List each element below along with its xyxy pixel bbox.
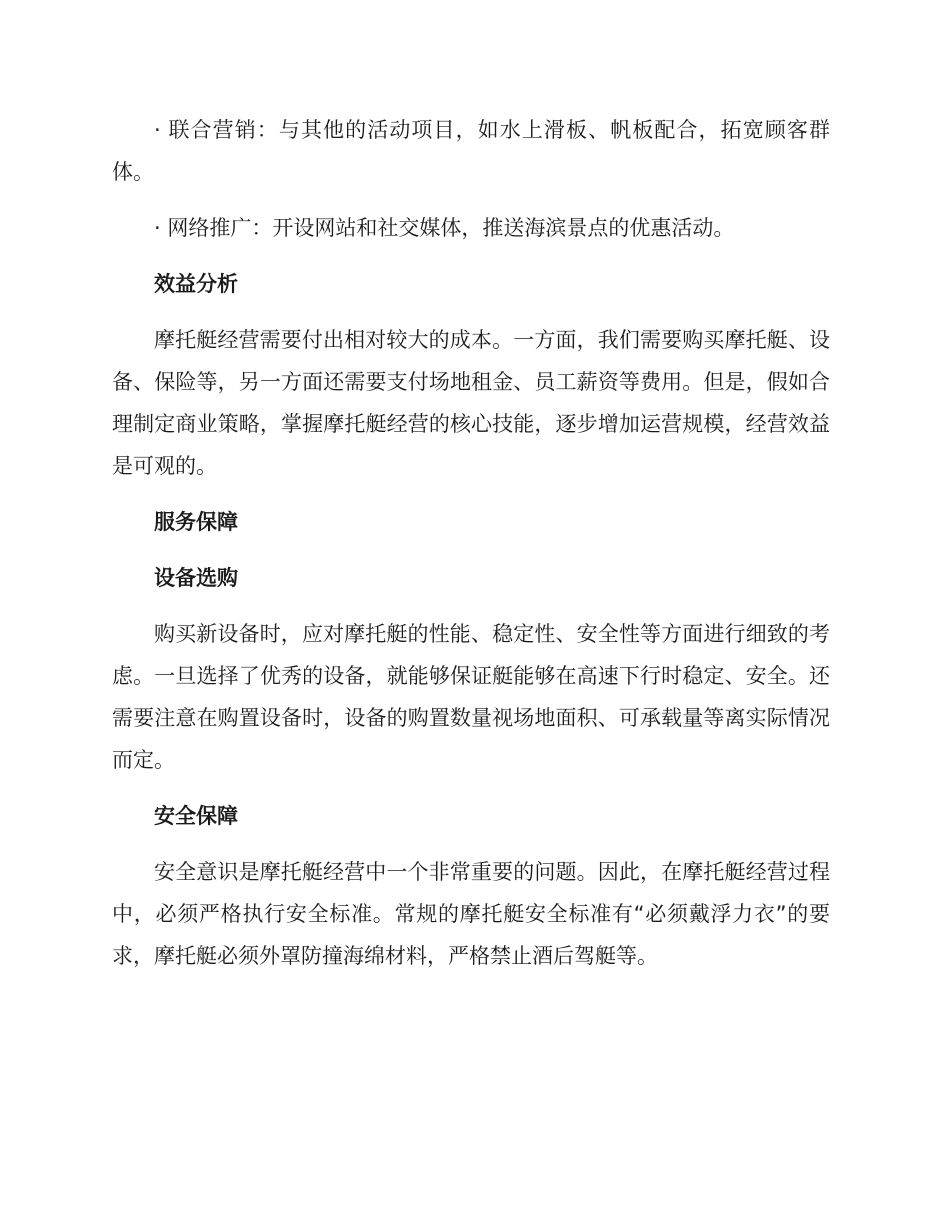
- bullet-joint-marketing: · 联合营销：与其他的活动项目，如水上滑板、帆板配合，拓宽顾客群体。: [112, 118, 830, 184]
- paragraph-benefit-analysis: 摩托艇经营需要付出相对较大的成本。一方面，我们需要购买摩托艇、设备、保险等，另一方面还需要支付场地租金、员工薪资等费用。但是，假如合理制定商业策略，掌握摩托艇经营的核心技能，逐步增加运营规模，经营效益是可观的。: [112, 328, 830, 478]
- document-page: [112, 109, 830, 991]
- heading-equipment-purchase: 设备选购: [154, 566, 238, 590]
- paragraph-safety-guarantee: 安全意识是摩托艇经营中一个非常重要的问题。因此，在摩托艇经营过程中，必须严格执行安全标准。常规的摩托艇安全标准有“必须戴浮力衣”的要求，摩托艇必须外罩防撞海绵材料，严格禁止酒后驾艇等。: [112, 860, 830, 968]
- heading-benefit-analysis: 效益分析: [154, 272, 238, 296]
- heading-safety-guarantee: 安全保障: [154, 804, 238, 828]
- heading-service-guarantee: 服务保障: [154, 510, 238, 534]
- bullet-online-promotion: · 网络推广：开设网站和社交媒体，推送海滨景点的优惠活动。: [154, 216, 735, 240]
- paragraph-equipment-purchase: 购买新设备时，应对摩托艇的性能、稳定性、安全性等方面进行细致的考虑。一旦选择了优秀的设备，就能够保证艇能够在高速下行时稳定、安全。还需要注意在购置设备时，设备的购置数量视场地面积、可承载量等离实际情况而定。: [112, 622, 830, 772]
